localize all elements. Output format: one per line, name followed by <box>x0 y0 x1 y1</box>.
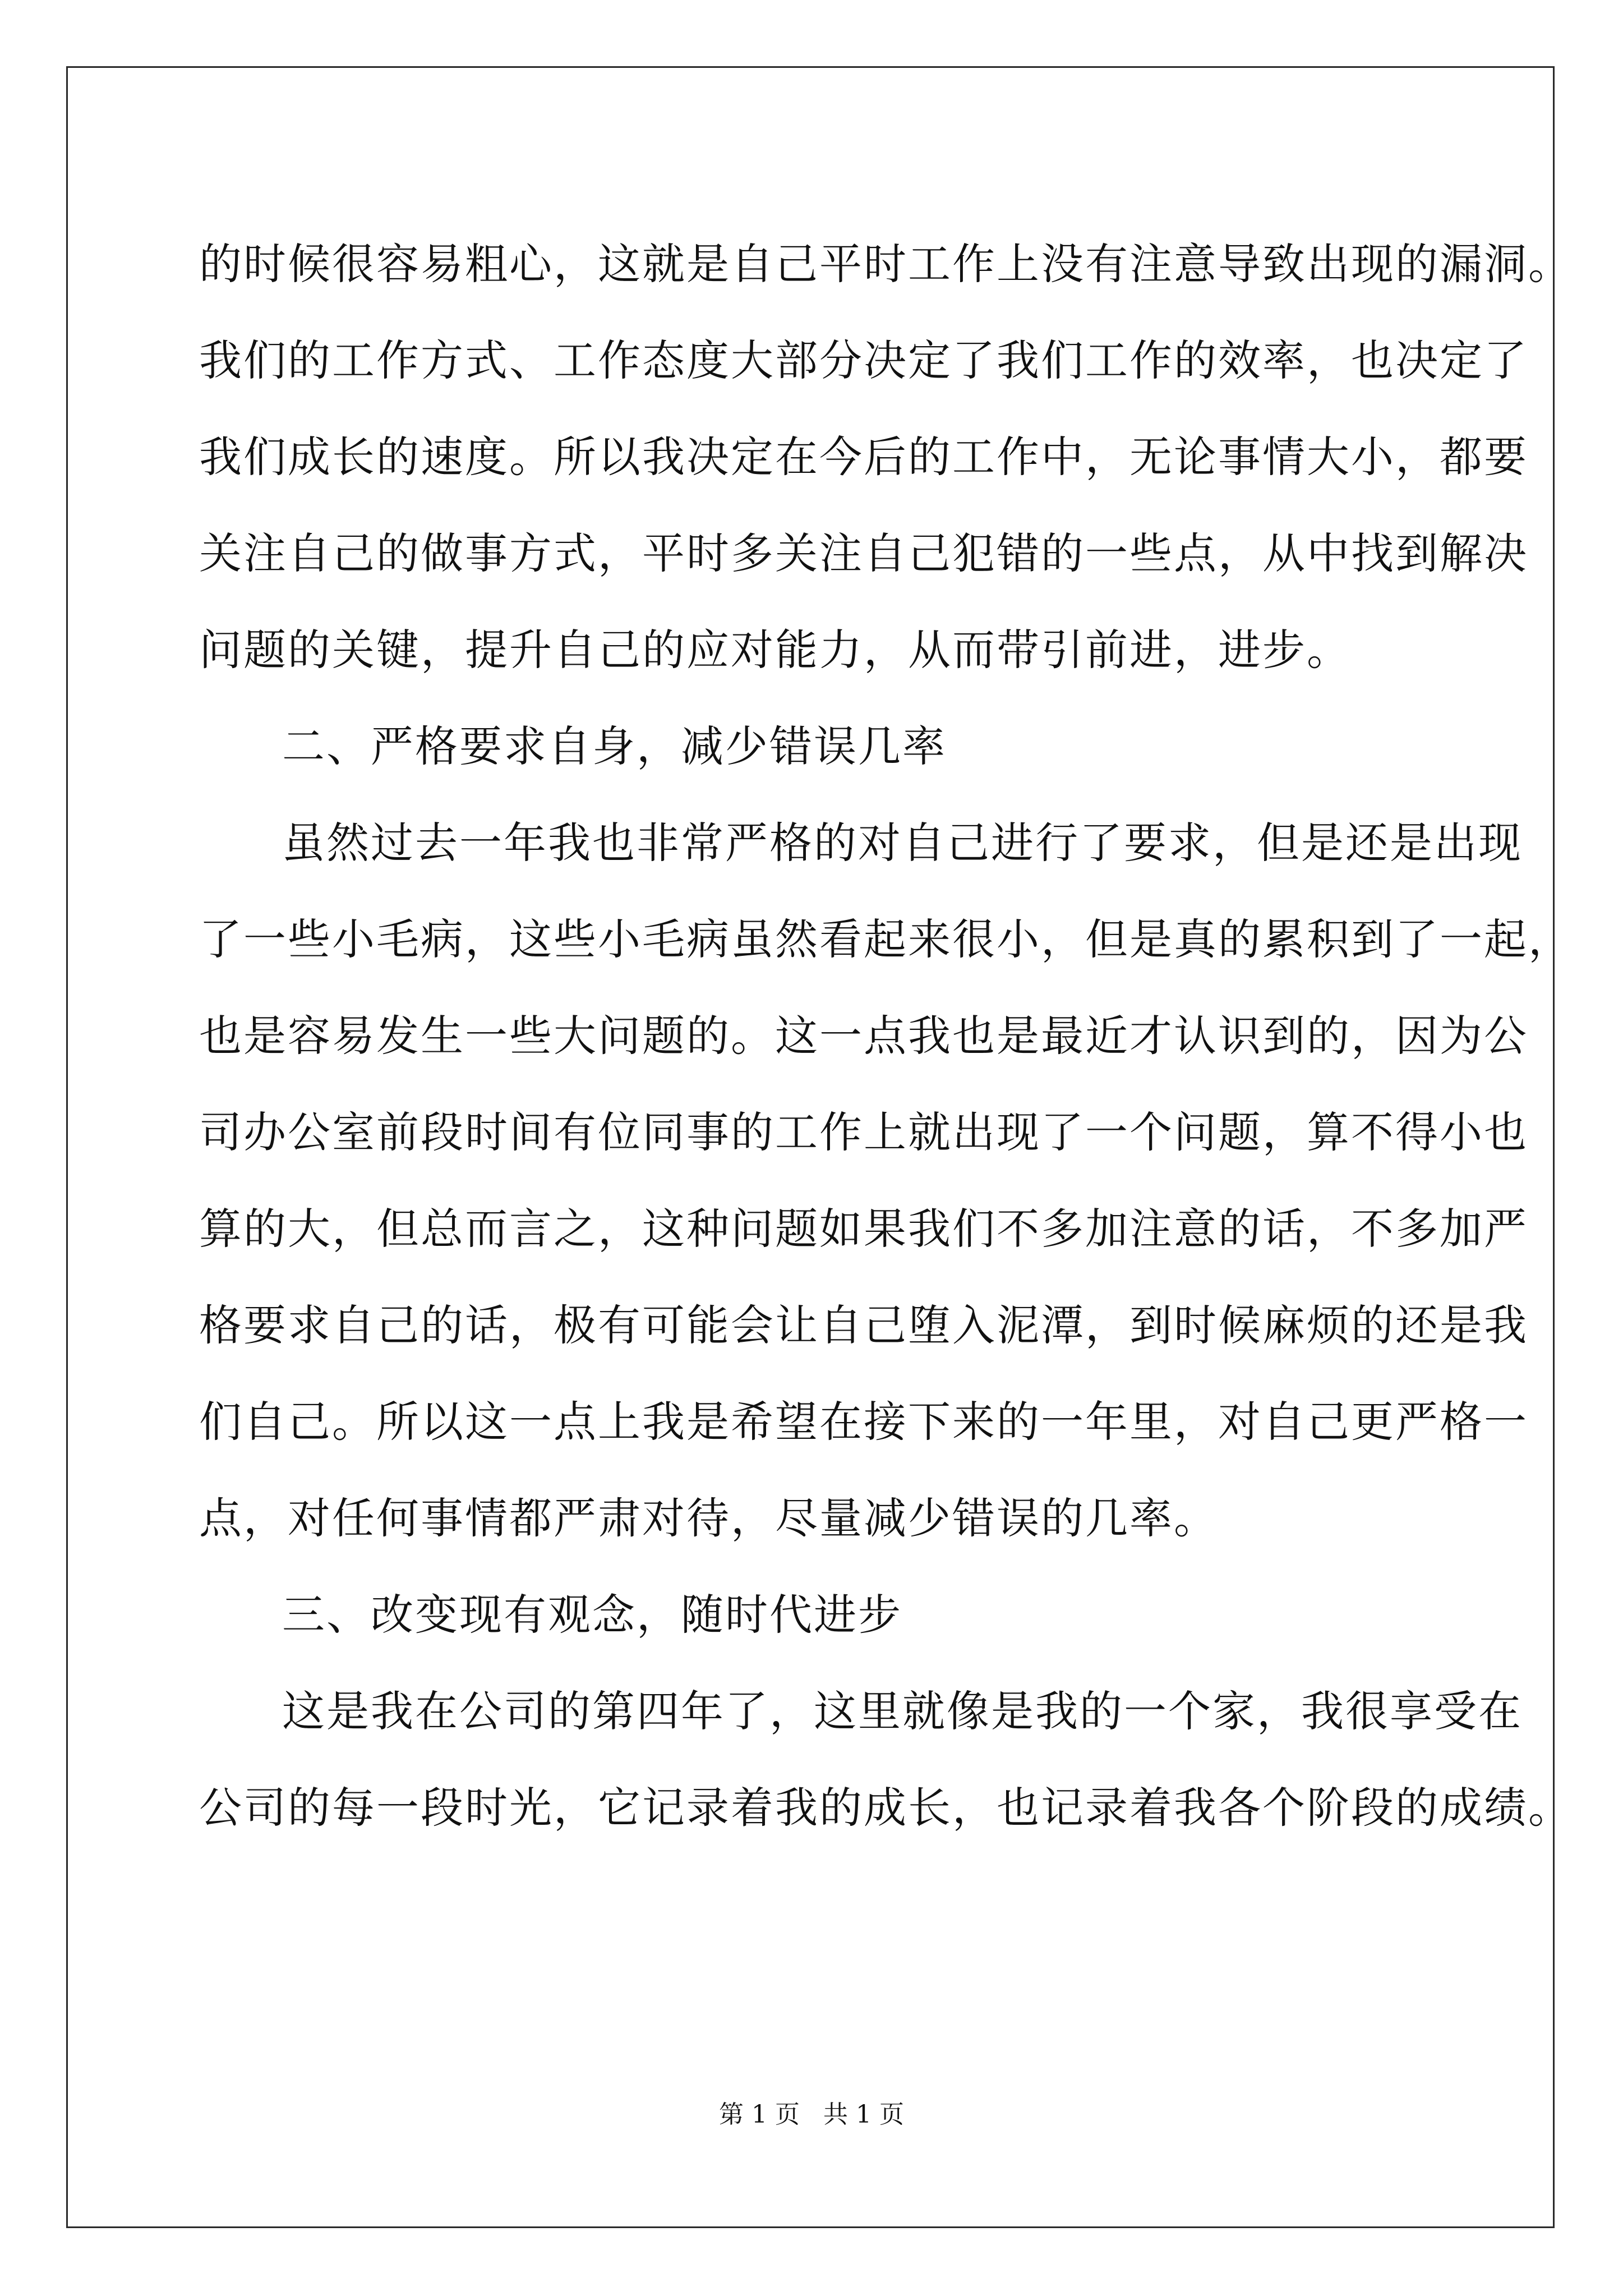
page-footer: 第 1 页 共 1 页 <box>719 2100 904 2129</box>
text-line-3: 我们成长的速度。所以我决定在今后的工作中，无论事情大小，都要 <box>199 432 1528 482</box>
text-line-8: 了一些小毛病，这些小毛病虽然看起来很小，但是真的累积到了一起， <box>199 914 1573 964</box>
text-line-2: 我们的工作方式、工作态度大部分决定了我们工作的效率，也决定了 <box>199 335 1528 385</box>
document-body <box>199 216 1573 1856</box>
text-line-14: 点，对任何事情都严肃对待，尽量减少错误的几率。 <box>199 1493 1218 1543</box>
text-line-10: 司办公室前段时间有位同事的工作上就出现了一个问题，算不得小也 <box>199 1107 1528 1157</box>
section-heading-3: 三、改变现有观念，随时代进步 <box>282 1590 902 1640</box>
text-line-16: 这是我在公司的第四年了，这里就像是我的一个家，我很享受在 <box>282 1686 1523 1736</box>
text-line-9: 也是容易发生一些大问题的。这一点我也是最近才认识到的，因为公 <box>199 1011 1528 1061</box>
text-line-13: 们自己。所以这一点上我是希望在接下来的一年里，对自己更严格一 <box>199 1397 1528 1447</box>
section-heading-2: 二、严格要求自身，减少错误几率 <box>282 721 947 771</box>
text-line-7: 虽然过去一年我也非常严格的对自己进行了要求，但是还是出现 <box>282 818 1523 868</box>
text-line-1: 的时候很容易粗心，这就是自己平时工作上没有注意导致出现的漏洞。 <box>199 239 1573 289</box>
text-line-12: 格要求自己的话，极有可能会让自己堕入泥潭，到时候麻烦的还是我 <box>199 1300 1528 1350</box>
text-line-17: 公司的每一段时光，它记录着我的成长，也记录着我各个阶段的成绩。 <box>199 1783 1573 1833</box>
text-line-11: 算的大，但总而言之，这种问题如果我们不多加注意的话，不多加严 <box>199 1204 1528 1254</box>
text-line-5: 问题的关键，提升自己的应对能力，从而带引前进，进步。 <box>199 625 1351 675</box>
text-line-4: 关注自己的做事方式，平时多关注自己犯错的一些点，从中找到解决 <box>199 528 1528 578</box>
